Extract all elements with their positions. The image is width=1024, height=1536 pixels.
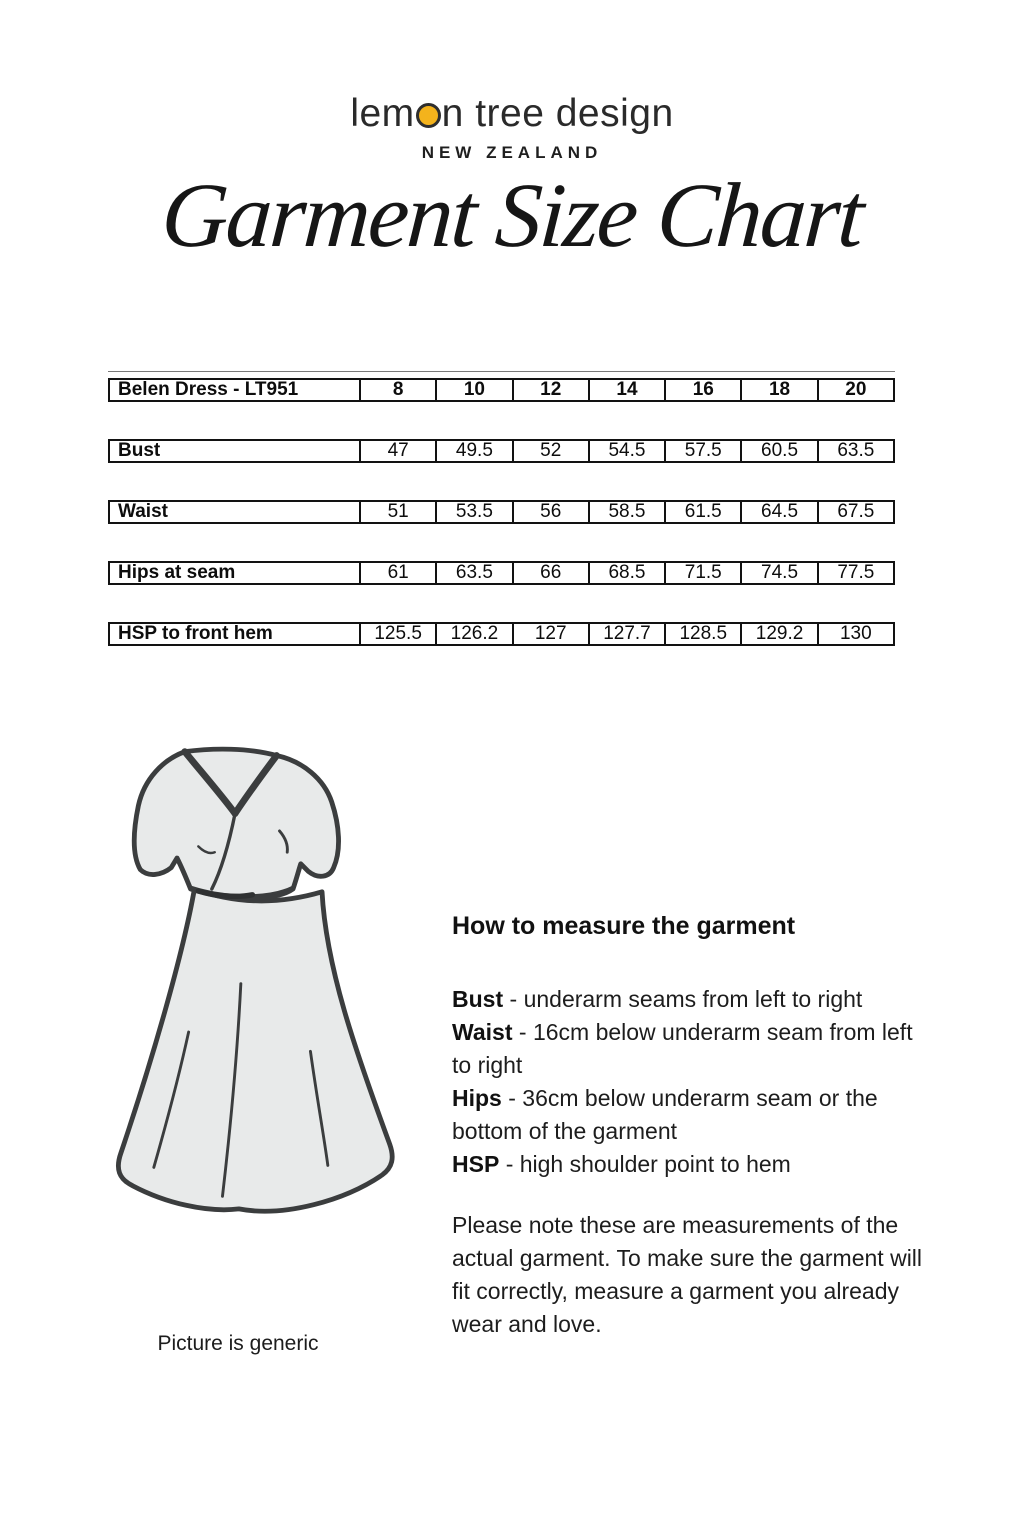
definition-term: Waist	[452, 1019, 513, 1045]
size-header-cell: 18	[740, 380, 816, 400]
table-row-bust	[108, 439, 895, 463]
measurement-cell: 129.2	[740, 624, 816, 644]
measurement-cell: 61.5	[664, 502, 740, 522]
measure-definitions	[452, 983, 926, 1181]
size-table	[108, 371, 895, 646]
measure-definition-bust	[452, 983, 926, 1016]
dress-illustration	[100, 742, 430, 1356]
definition-text: - 16cm below underarm seam from left to right	[452, 1019, 913, 1078]
measurement-cell: 47	[359, 441, 435, 461]
logo-text-before: lem	[350, 92, 415, 135]
how-to-measure-heading: How to measure the garment	[452, 912, 796, 940]
table-row-waist	[108, 500, 895, 524]
measurement-cell: 77.5	[817, 563, 893, 583]
definition-text: - high shoulder point to hem	[505, 1151, 791, 1177]
definition-term: Bust	[452, 986, 504, 1012]
logo-text-after: n tree design	[441, 92, 674, 135]
dress-svg	[100, 742, 430, 1322]
product-name-cell: Belen Dress - LT951	[118, 380, 299, 400]
measurement-cell: 127	[512, 624, 588, 644]
measurement-cell: 71.5	[664, 563, 740, 583]
measurement-cell: 63.5	[435, 563, 511, 583]
measurement-cell: 49.5	[435, 441, 511, 461]
brand-header	[0, 92, 1024, 163]
measurement-cell: 53.5	[435, 502, 511, 522]
size-header-cell: 12	[512, 380, 588, 400]
measurement-note: Please note these are measurements of the actual garment. To make sure the garment will fit correctly, measure a garment you already wear and love.	[452, 1212, 923, 1337]
row-label-cell: HSP to front hem	[118, 624, 273, 644]
size-header-cell: 8	[359, 380, 435, 400]
definition-text: - 36cm below underarm seam or the bottom of the garment	[452, 1085, 878, 1144]
how-to-measure-section	[452, 912, 926, 1341]
measurement-cell: 52	[512, 441, 588, 461]
definition-text: - underarm seams from left to right	[509, 986, 863, 1012]
table-row-hsp	[108, 622, 895, 646]
measurement-cell: 74.5	[740, 563, 816, 583]
row-label-cell: Hips at seam	[118, 563, 236, 583]
measurement-cell: 127.7	[588, 624, 664, 644]
definition-term: HSP	[452, 1151, 500, 1177]
measurement-cell: 51	[359, 502, 435, 522]
page-title: Garment Size Chart	[158, 164, 866, 266]
definition-term: Hips	[452, 1085, 502, 1111]
brand-country-label: NEW ZEALAND	[421, 143, 603, 162]
illustration-caption: Picture is generic	[157, 1332, 319, 1355]
table-top-rule	[108, 371, 895, 372]
measurement-cell: 125.5	[359, 624, 435, 644]
size-header-cell: 20	[817, 380, 893, 400]
table-row-hips	[108, 561, 895, 585]
measurement-cell: 67.5	[817, 502, 893, 522]
lemon-dot-icon	[416, 103, 441, 128]
measurement-cell: 66	[512, 563, 588, 583]
row-label-cell: Bust	[118, 441, 161, 461]
size-header-cell: 16	[664, 380, 740, 400]
measurement-cell: 63.5	[817, 441, 893, 461]
measurement-cell: 58.5	[588, 502, 664, 522]
dress-skirt	[118, 889, 392, 1211]
brand-logo	[0, 92, 1024, 136]
measurement-cell: 61	[359, 563, 435, 583]
measure-definition-hsp	[452, 1148, 926, 1181]
size-header-cell: 10	[435, 380, 511, 400]
measure-definition-hips	[452, 1082, 926, 1148]
measurement-cell: 130	[817, 624, 893, 644]
size-header-cell: 14	[588, 380, 664, 400]
measure-definition-waist	[452, 1016, 926, 1082]
dress-bodice	[134, 749, 338, 898]
measurement-cell: 68.5	[588, 563, 664, 583]
measurement-cell: 60.5	[740, 441, 816, 461]
measurement-cell: 56	[512, 502, 588, 522]
table-header-row	[108, 378, 895, 402]
measurement-cell: 54.5	[588, 441, 664, 461]
measurement-cell: 57.5	[664, 441, 740, 461]
row-label-cell: Waist	[118, 502, 168, 522]
measurement-cell: 126.2	[435, 624, 511, 644]
measurement-cell: 128.5	[664, 624, 740, 644]
measurement-cell: 64.5	[740, 502, 816, 522]
